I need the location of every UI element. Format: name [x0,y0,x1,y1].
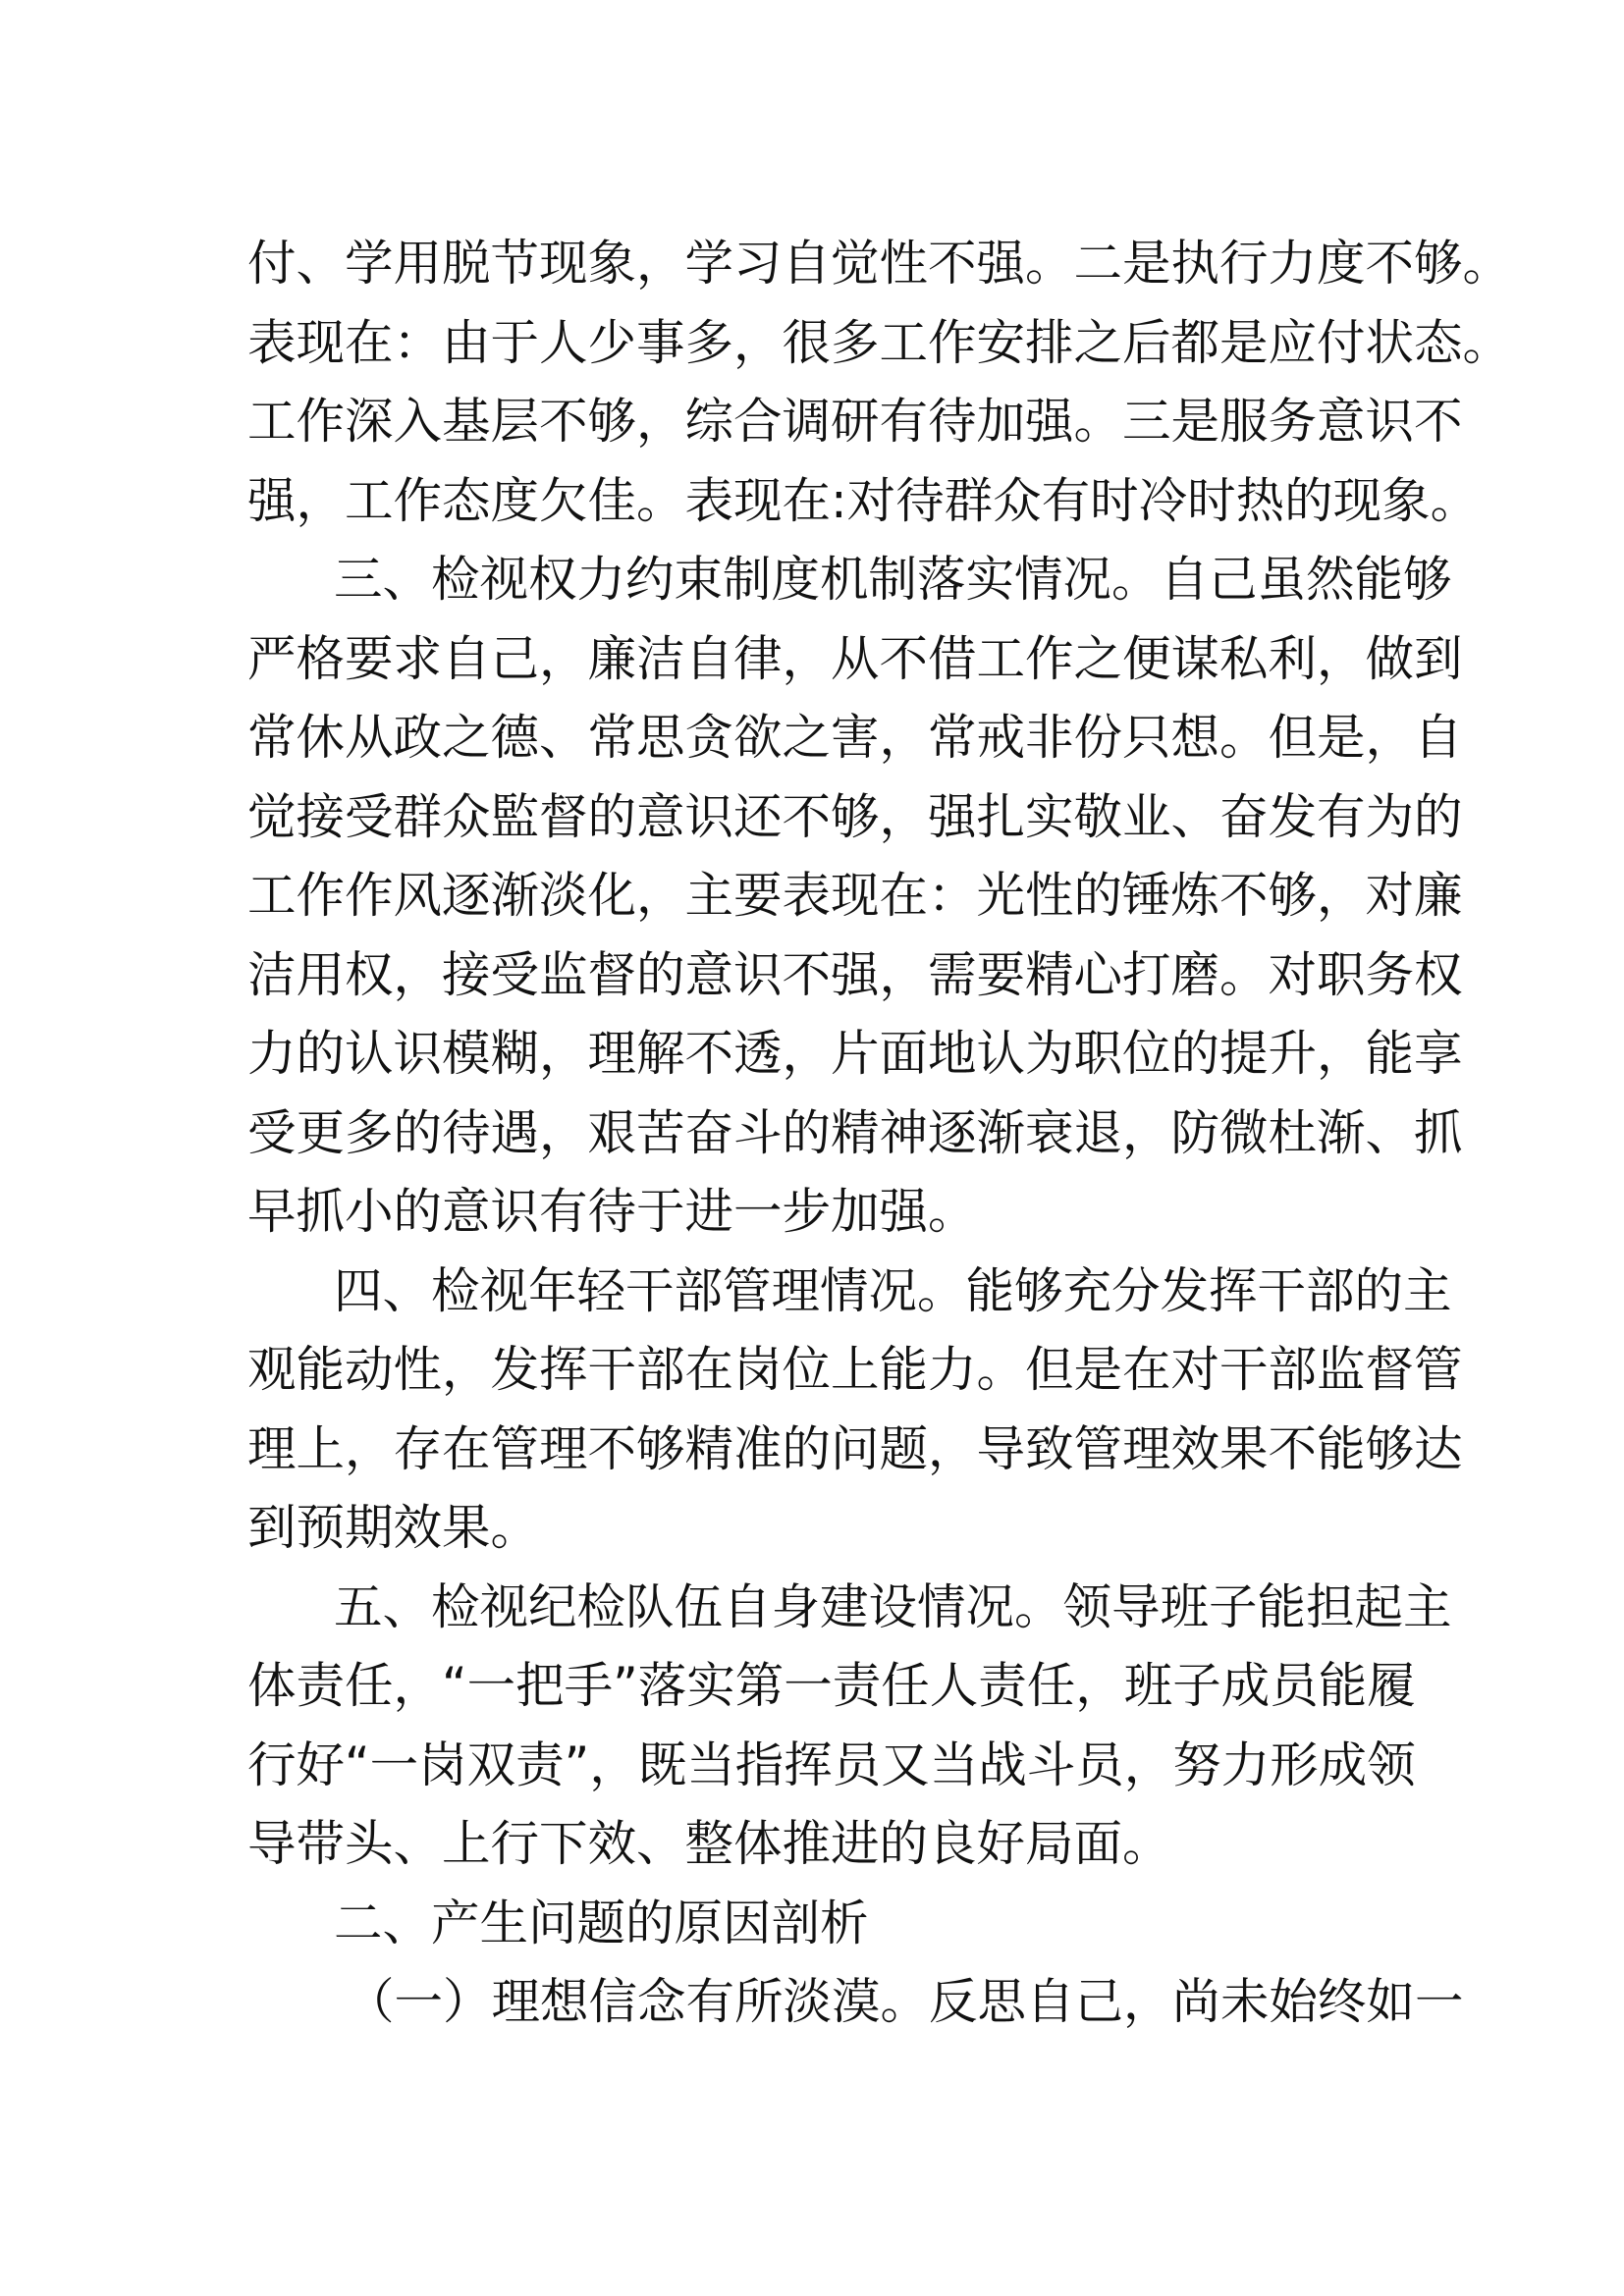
text-line: 工作深入基层不够，综合调研有待加强。三是服务意识不 [247,393,1463,450]
subsection-heading-line: （一）理想信念有所淡漠。反思自己，尚未始终如一 [346,1973,1464,2030]
body-text [247,224,1511,2042]
section-heading-line: 二、产生问题的原因剖析 [334,1894,869,1951]
text-line: 到预期效果。 [247,1499,539,1556]
text-line: 工作作风逐渐淡化，主要表现在：光性的锤炼不够，对廉 [247,867,1463,924]
text-line: 洁用权，接受监督的意识不强，需要精心打磨。对职务权 [247,945,1463,1003]
text-line: 行好“一岗双责”，既当指挥员又当战斗员，努力形成领 [247,1735,1416,1793]
text-line: 早抓小的意识有待于进一步加强。 [247,1183,977,1240]
text-line: 体责任，“一把手”落实第一责任人责任，班子成员能履 [247,1657,1416,1714]
text-line: 常休从政之德、常思贪欲之害，常戒非份只想。但是，自 [247,709,1463,766]
text-line: 觉接受群众監督的意识还不够，强扎实敬业、奋发有为的 [247,787,1463,845]
text-line: 表现在：由于人少事多，很多工作安排之后都是应付状态。 [247,313,1511,371]
text-line: 严格要求自己，廉洁自律，从不借工作之便谋私利，做到 [247,629,1463,687]
text-line: 理上，存在管理不够精准的问题，导致管理效果不能够达 [247,1419,1463,1477]
section-heading-line: 四、检视年轻干部管理情况。能够充分发挥干部的主 [334,1261,1452,1319]
section-heading-line: 五、检视纪检队伍自身建设情况。领导班子能担起主 [334,1577,1452,1635]
text-line: 导带头、上行下效、整体推进的良好局面。 [247,1815,1171,1872]
text-line: 强，工作态度欠佳。表现在:对待群众有时冷时热的现象。 [247,471,1480,529]
text-line: 力的认识模糊，理解不透，片面地认为职位的提升，能享 [247,1025,1463,1082]
section-heading-line: 三、检视权力约束制度机制落实情况。自己虽然能够 [334,551,1452,608]
text-line: 受更多的待遇，艰苦奋斗的精神逐渐衰退，防微杜渐、抓 [247,1103,1463,1161]
text-line: 付、学用脱节现象，学习自觉性不强。二是执行力度不够。 [247,235,1511,292]
text-line: 观能动性，发挥干部在岗位上能力。但是在对干部监督管 [247,1341,1463,1398]
